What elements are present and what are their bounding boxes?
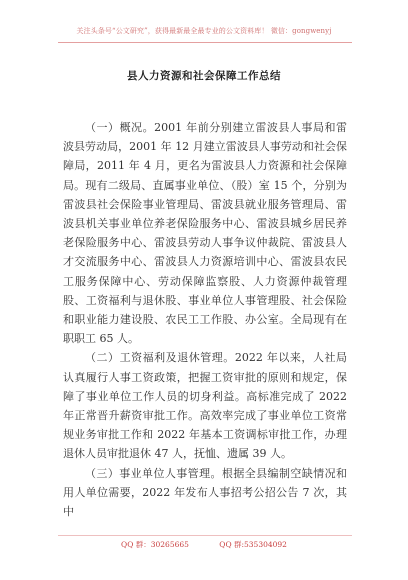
footer bbox=[0, 539, 408, 550]
header-divider bbox=[58, 42, 352, 43]
footer-divider bbox=[58, 535, 352, 536]
document-title: 县人力资源和社会保障工作总结 bbox=[127, 70, 281, 82]
footer-qq-group-2: QQ 群:535304092 bbox=[219, 540, 287, 549]
paragraph-personnel-management: （三）事业单位人事管理。根据全县编制空缺情况和用人单位需要，2022 年发布人事招考公招公告 7 次，其中 bbox=[63, 466, 347, 519]
footer-qq-group-1: QQ 群：30265665 bbox=[121, 540, 189, 549]
paragraph-overview: （一）概况。2001 年前分别建立雷波县人事局和雷波县劳动局，2001 年 12 月建立雷波县人事劳动和社会保障局，2011 年 4 月，更名为雷波县人力资源和社会保障局。现有二级局、直属事业单位、（股）室 15 个，分别为雷波县社会保险事业管理局、雷波县就业服务管理局、雷波县机关事业单位养老保险服务中心、雷波县城乡居民养老保险服务中心、雷波县劳动人事争议仲裁院、雷波县人才交流服务中心、雷波县人力资源培训中心、雷波县农民工服务保障中心、劳动保障监察股、人力资源仲裁管理股、工资福利与退休股、事业单位人事管理股、社会保险和职业能力建设股、农民工工作股、办公室。全局现有在职职工 65 人。 bbox=[63, 121, 347, 346]
document-body bbox=[63, 118, 347, 521]
paragraph-salary-retirement: （二）工资福利及退休管理。2022 年以来，人社局认真履行人事工资政策，把握工资审批的原则和规定，保障了事业单位工作人员的切身利益。高标准完成了 2022 年正常晋升薪资审批工作。高效率完成了事业单位工资常规业务审批工作和 2022 年基本工资调标审批工作，办理退休人员审批退休 47 人，抚恤、遗属 39 人。 bbox=[63, 351, 347, 461]
header-notice: 关注头条号“公文研究”，获得最新最全最专业的公文资料库！ 微信：gongwenyj bbox=[76, 27, 332, 35]
